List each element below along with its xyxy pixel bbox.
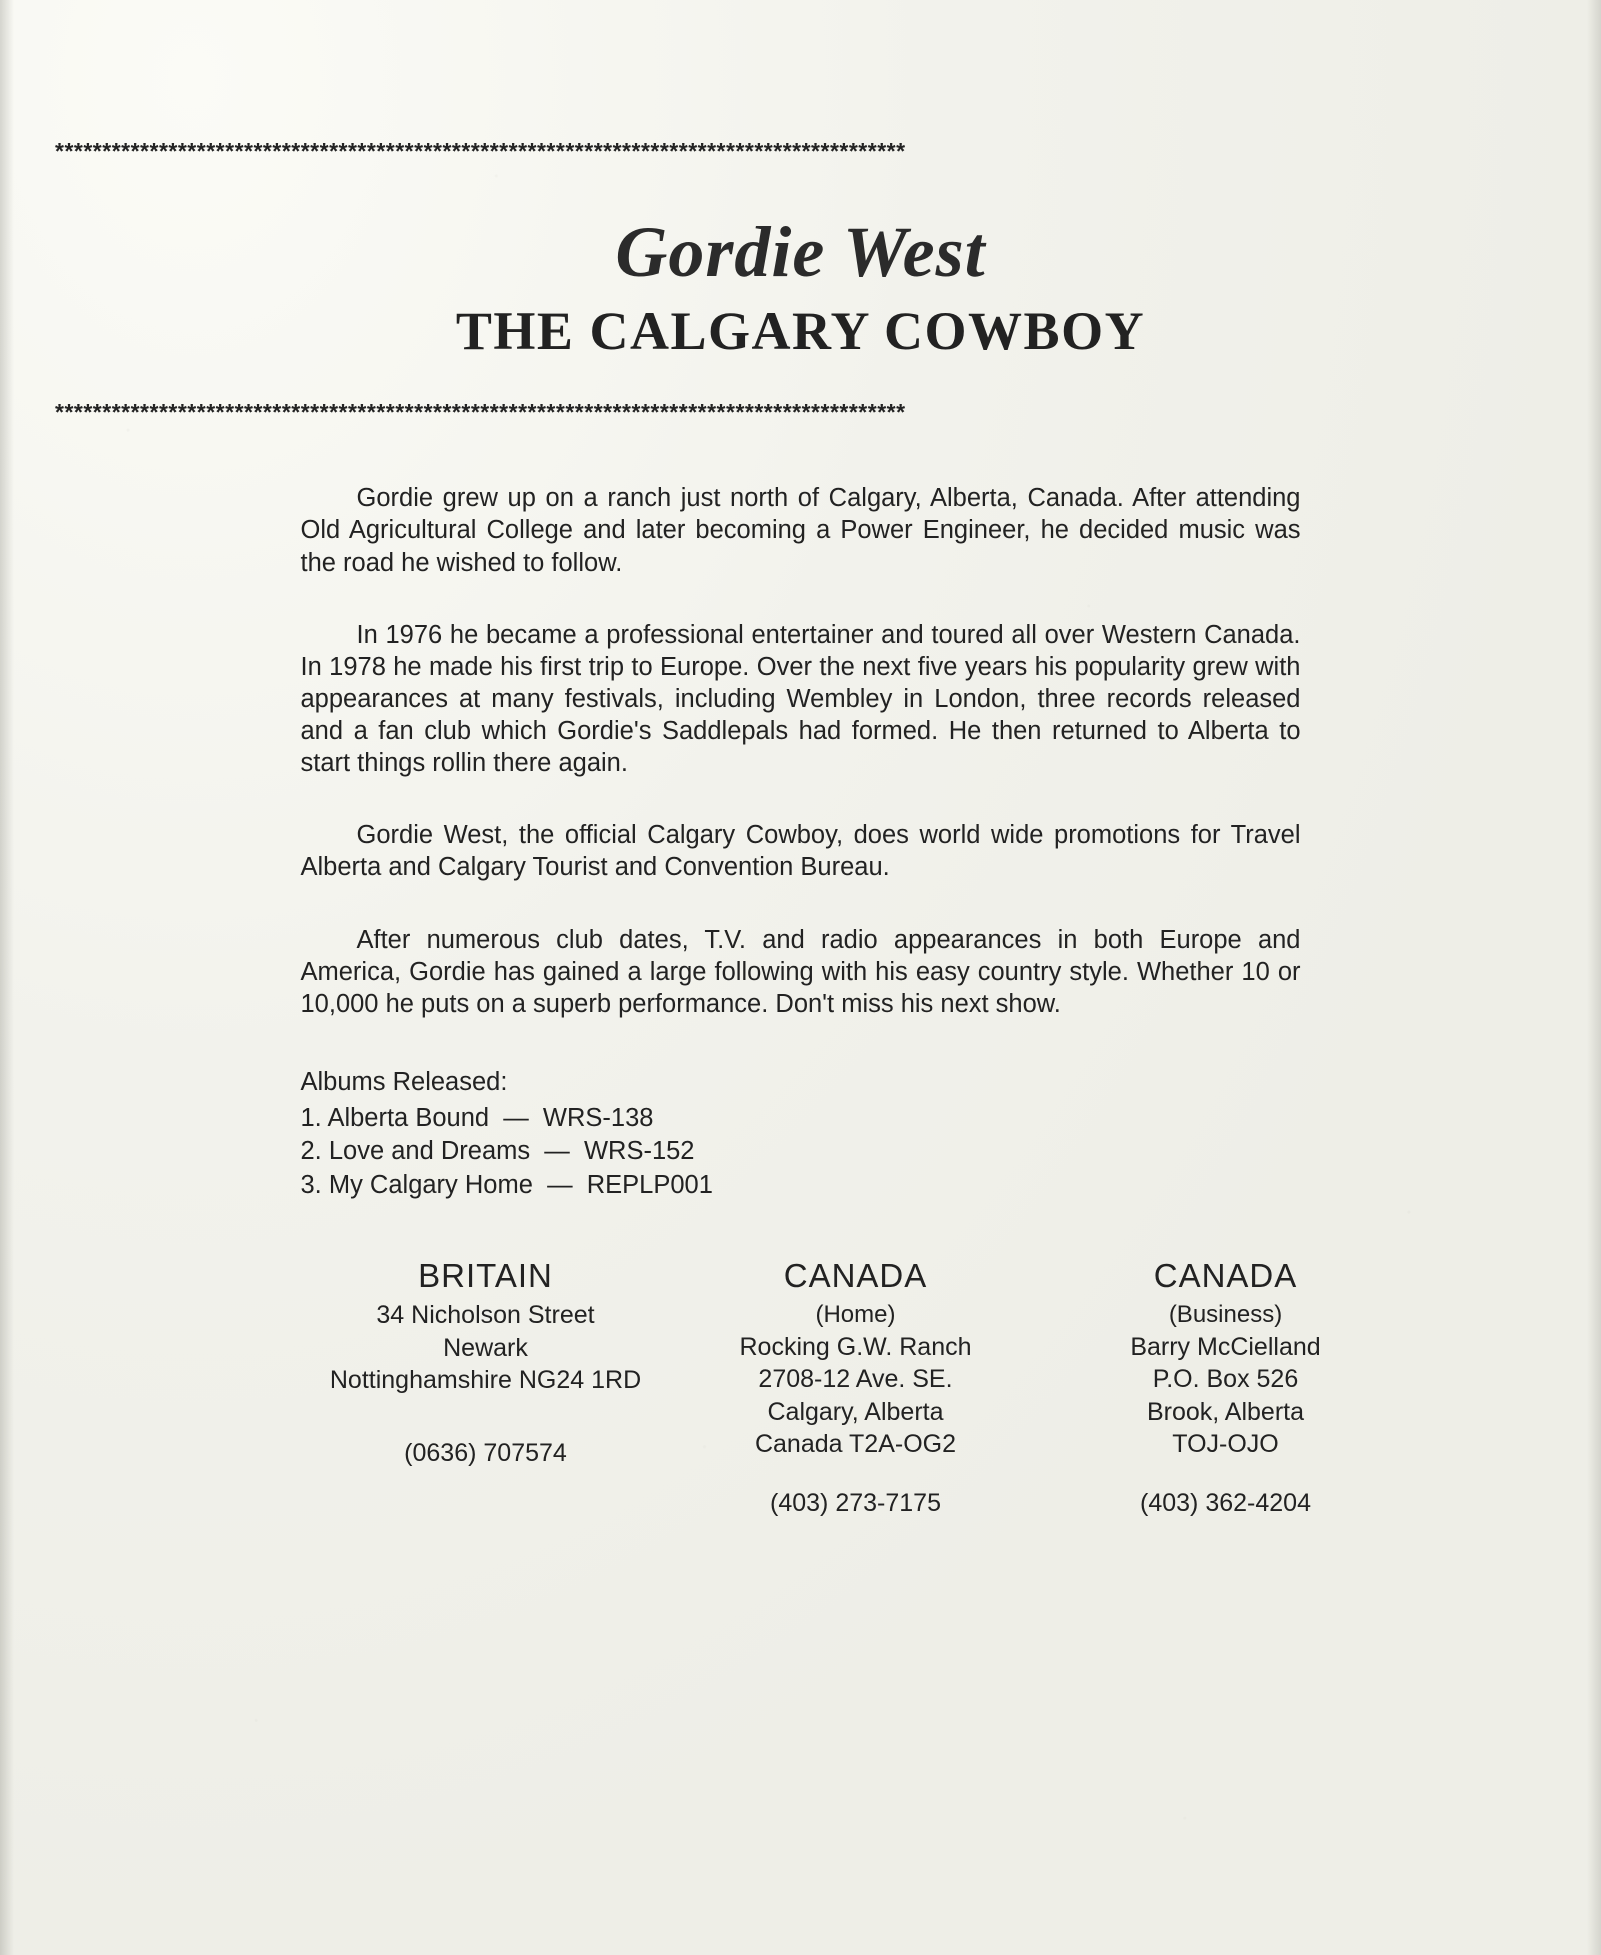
contact-country: CANADA [783, 1256, 928, 1294]
contact-block [301, 1255, 1411, 1520]
contact-country: BRITAIN [418, 1256, 553, 1294]
page-title: Gordie West [615, 212, 986, 292]
contact-qualifier: (Home) [815, 1301, 896, 1329]
paragraph-3: Gordie West, the official Calgary Cowboy, does world wide promotions for Travel Alberta and Calgary Tourist and Convention Bureau. [300, 821, 1301, 882]
album-item: 3. My Calgary Home — REPLP001 [300, 1170, 713, 1199]
album-item: 1. Alberta Bound — WRS-138 [300, 1103, 654, 1132]
contact-line: Nottinghamshire NG24 1RD [329, 1366, 642, 1395]
contact-phone: (403) 362-4204 [1140, 1488, 1311, 1517]
contact-country: CANADA [1153, 1256, 1298, 1294]
contact-line: Canada T2A-OG2 [754, 1430, 957, 1459]
divider-top: ****************************************************************************************** [55, 140, 906, 163]
album-item: 2. Love and Dreams — WRS-152 [300, 1137, 695, 1166]
albums-heading: Albums Released: [300, 1067, 508, 1096]
contact-qualifier: (Business) [1168, 1301, 1283, 1329]
contact-line: P.O. Box 526 [1152, 1365, 1299, 1394]
paragraph-2: In 1976 he became a professional entertainer and toured all over Western Canada. In 1978 he made his first trip to Europe. Over the next five years his popularity grew with appearances at many festivals, including Wembley in London, three records released and a fan club which Gordie's Saddlepals had formed. He then returned to Alberta to start things rollin there again. [300, 620, 1301, 778]
contact-line: Newark [443, 1333, 528, 1362]
paragraph-1: Gordie grew up on a ranch just north of Calgary, Alberta, Canada. After attending Old Agricultural College and later becoming a Power Engineer, he decided music was the road he wished to follow. [300, 484, 1301, 577]
contact-line: Barry McCielland [1130, 1332, 1321, 1361]
contact-line: Brook, Alberta [1146, 1397, 1305, 1426]
contact-line: TOJ-OJO [1172, 1430, 1279, 1459]
contact-phone: (0636) 707574 [404, 1438, 567, 1467]
contact-britain [301, 1255, 671, 1520]
title-block [55, 212, 1546, 361]
paragraph-4: After numerous club dates, T.V. and radio appearances in both Europe and America, Gordie has gained a large following with his easy country style. Whether 10 or 10,000 he puts on a superb performance. Don't miss his next show. [300, 925, 1301, 1018]
albums-list [301, 1066, 1301, 1203]
contact-canada-home [671, 1255, 1041, 1520]
body-text [300, 424, 1321, 1519]
contact-canada-business [1041, 1255, 1411, 1520]
contact-line: Calgary, Alberta [767, 1397, 944, 1426]
page-subtitle: THE CALGARY COWBOY [455, 300, 1146, 361]
contact-line: 2708-12 Ave. SE. [758, 1365, 953, 1394]
contact-line: Rocking G.W. Ranch [739, 1332, 972, 1361]
divider-bottom: ****************************************************************************************** [55, 401, 906, 425]
contact-line: 34 Nicholson Street [376, 1301, 595, 1330]
contact-phone: (403) 273-7175 [770, 1488, 941, 1517]
